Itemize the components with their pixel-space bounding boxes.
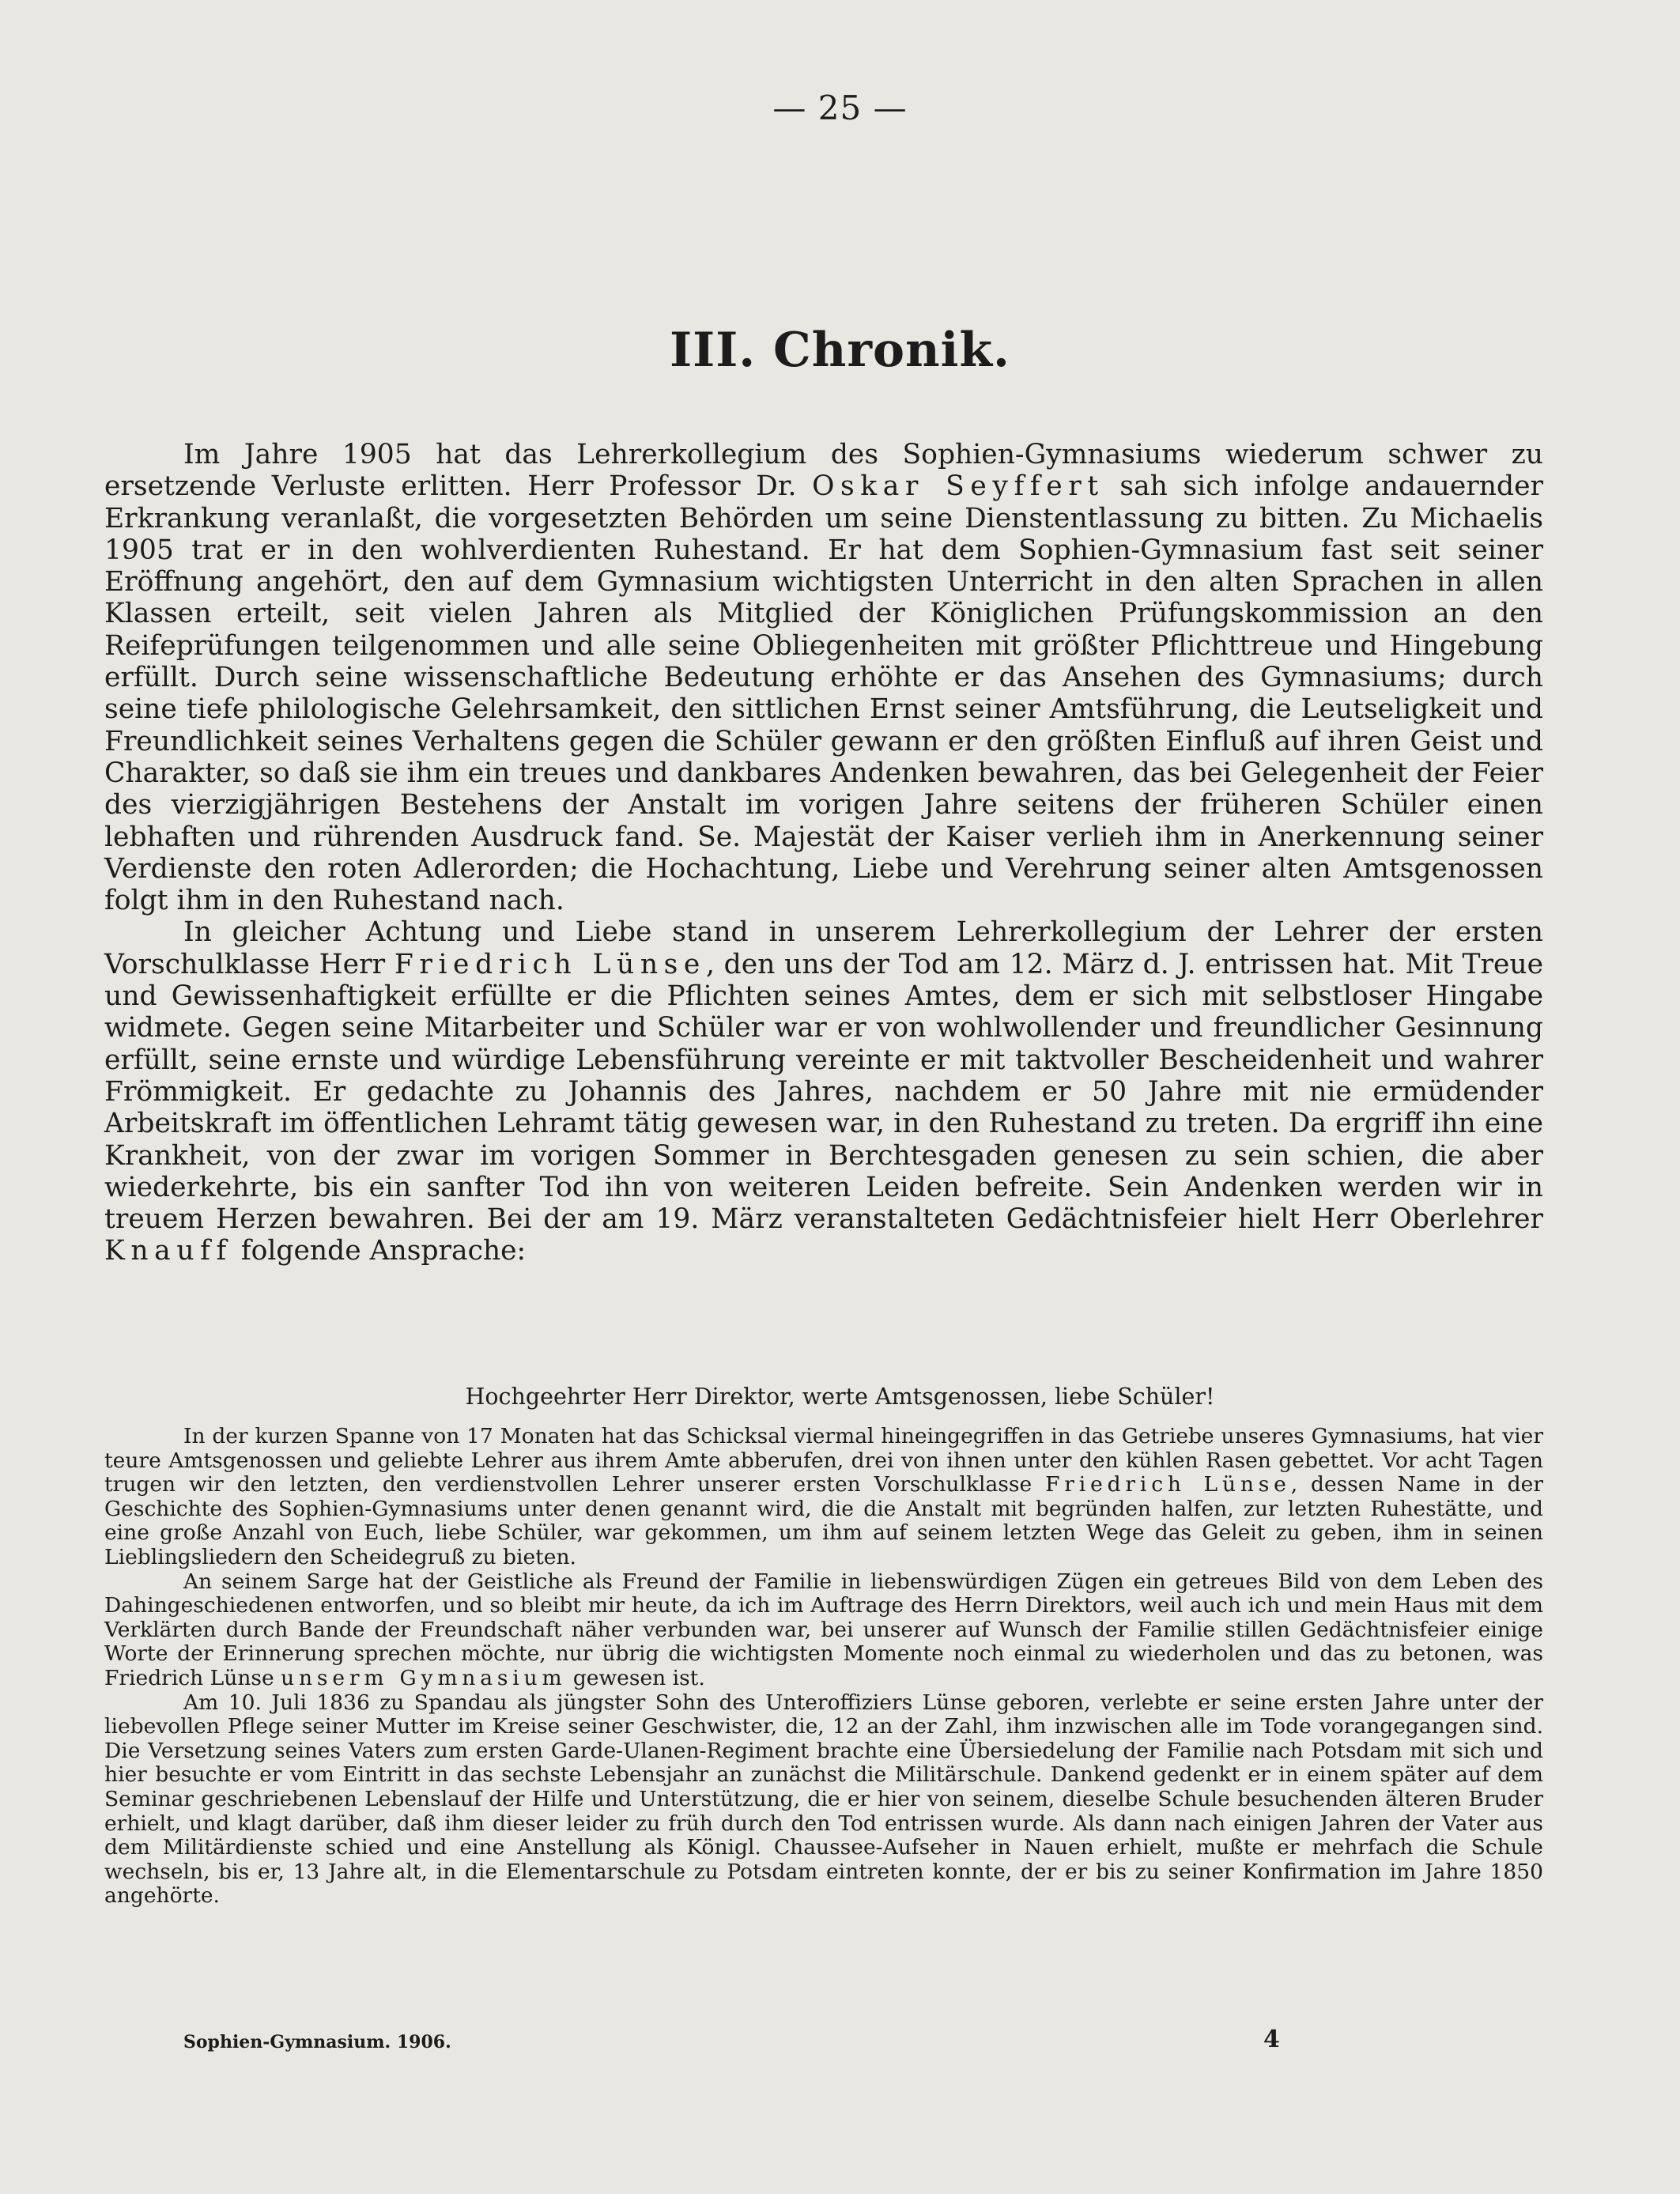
person-name: Oskar Seyffert xyxy=(812,470,1104,503)
paragraph-text: gewesen ist. xyxy=(566,1665,705,1690)
paragraph-text: An seinem Sarge hat der Geistliche als Freund der Familie in liebenswürdigen Zügen ein getreues Bild von dem Leben des Dahingeschiedenen entworfen, und so bleibt mir heute, da ich im Auftrage des Herrn Direktors, weil auch ich und mein Haus mit dem Verklärten durch Bande der Freundschaft näher verbunden war, bei unserer auf Wunsch der Familie stillen Gedächtnisfeier einige Worte der Erinnerung sprechen möchte, nur übrig die wichtigsten Momente noch einmal zu wiederholen und das zu betonen, was Friedrich Lünse xyxy=(104,1569,1543,1690)
paragraph-text: In der kurzen Spanne von 17 Monaten hat das Schicksal viermal hineingegriffen in das Getriebe unseres Gymnasiums, hat vier teure Amtsgenossen und geliebte Lehrer aus ihrem Amte abberufen, drei von ihnen unter den kühlen Rasen gebettet. Vor acht Tagen trugen wir den letzten, den verdienstvollen Lehrer unserer ersten Vorschulklasse xyxy=(104,1424,1543,1497)
paragraph-seyffert xyxy=(104,439,1543,916)
paragraph-text: sah sich infolge andauernder Erkrankung veranlaßt, die vorgesetzten Behörden um seine Dienstentlassung zu bitten. Zu Michaelis 1905 trat er in den wohlverdienten Ruhestand. Er hat dem Sophien-Gymnasium fast seit seiner Eröffnung angehört, den auf dem Gymnasium wichtigsten Unterricht in den alten Sprachen in allen Klassen erteilt, seit vielen Jahren als Mitglied der Königlichen Prüfungskommission an den Reifeprüfungen teilgenommen und alle seine Obliegenheiten mit größter Pflichttreue und Hingebung erfüllt. Durch seine wissenschaftliche Bedeutung erhöhte er das Ansehen des Gymnasiums; durch seine tiefe philologische Gelehrsamkeit, den sittlichen Ernst seiner Amtsführung, die Leutseligkeit und Freundlichkeit seines Verhaltens gegen die Schüler gewann er den größten Einfluß auf ihren Geist und Charakter, so daß sie ihm ein treues und dankbares Andenken bewahren, das bei Gelegenheit der Feier des vierzigjährigen Bestehens der Anstalt im vorigen Jahre seitens der früheren Schüler einen lebhaften und rührenden Ausdruck fand. Se. Majestät der Kaiser verlieh ihm in Anerkennung seiner Verdienste den roten Adlerorden; die Hochachtung, Liebe und Verehrung seiner alten Amtsgenossen folgt ihm in den Ruhestand nach. xyxy=(104,470,1543,917)
paragraph-text: folgende Ansprache: xyxy=(232,1235,527,1267)
speech-salutation: Hochgeehrter Herr Direktor, werte Amtsgenossen, liebe Schüler! xyxy=(465,1384,1215,1410)
speech-paragraph xyxy=(104,1570,1543,1691)
paragraph-text: In gleicher Achtung und Liebe stand in unserem Lehrerkollegium der Lehrer der ersten Vorschulklasse Herr xyxy=(104,916,1543,980)
section-title: III. Chronik. xyxy=(670,323,1010,378)
person-name: Friedrich Lünse xyxy=(394,948,706,980)
person-name: Knauff xyxy=(104,1235,232,1267)
paragraph-luense xyxy=(104,916,1543,1267)
paragraph-text: , den uns der Tod am 12. März d. J. entrissen hat. Mit Treue und Gewissenhaftigkeit erfüllte er die Pflichten seines Amtes, dem er sich mit selbstloser Hingabe widmete. Gegen seine Mitarbeiter und Schüler war er von wohlwollender und freundlicher Gesinnung erfüllt, seine ernste und würdige Lebensführung vereinte er mit taktvoller Bescheidenheit und wahrer Frömmigkeit. Er gedachte zu Johannis des Jahres, nachdem er 50 Jahre mit nie ermüdender Arbeitskraft im öffentlichen Lehramt tätig gewesen war, in den Ruhestand zu treten. Da ergriff ihn eine Krankheit, von der zwar im vorigen Sommer in Berchtesgaden genesen zu sein schien, die aber wiederkehrte, bis ein sanfter Tod ihn von weiteren Leiden befreite. Sein Andenken werden wir in treuem Herzen bewahren. Bei der am 19. März veranstalteten Gedächtnisfeier hielt Herr Oberlehrer xyxy=(104,948,1543,1236)
speech-text xyxy=(104,1425,1543,1909)
speech-paragraph: Am 10. Juli 1836 zu Spandau als jüngster Sohn des Unteroffiziers Lünse geboren, verlebte er seine ersten Jahre unter der liebevollen Pflege seiner Mutter im Kreise seiner Geschwister, die, 12 an der Zahl, ihm inzwischen alle im Tode vorangegangen sind. Die Versetzung seines Vaters zum ersten Garde-Ulanen-Regiment brachte eine Übersiedelung der Familie nach Potsdam mit sich und hier besuchte er vom Eintritt in das sechste Lebensjahr an zunächst die Militärschule. Dankend gedenkt er in einem später auf dem Seminar geschriebenen Lebenslauf der Hilfe und Unterstützung, die er hier von seinem, dieselbe Schule besuchenden älteren Bruder erhielt, und klagt darüber, daß ihm dieser leider zu früh durch den Tod entrissen wurde. Als dann nach einigen Jahren der Vater aus dem Militärdienste schied und eine Anstellung als Königl. Chaussee-Aufseher in Nauen erhielt, mußte er mehrfach die Schule wechseln, bis er, 13 Jahre alt, in die Elementarschule zu Potsdam eintreten konnte, der er bis zu seiner Konfirmation im Jahre 1850 angehörte. xyxy=(104,1690,1543,1909)
footer-sheet-number: 4 xyxy=(1263,2026,1280,2053)
paragraph-text: , dessen Name in der Geschichte des Sophien-Gymnasiums unter denen genannt wird, die die Anstalt mit begründen halfen, zur letzten Ruhestätte, und eine große Anzahl von Euch, liebe Schüler, war gekommen, um ihm auf seinem letzten Wege das Geleit zu geben, ihm in seinen Lieblingsliedern den Scheidegruß zu bieten. xyxy=(104,1472,1543,1569)
page-number: — 25 — xyxy=(772,89,908,127)
emphasis-text: unserm Gymnasium xyxy=(281,1665,567,1690)
speech-paragraph xyxy=(104,1425,1543,1570)
paragraph-text: Im Jahre 1905 hat das Lehrerkollegium des Sophien-Gymnasiums wiederum schwer zu ersetzende Verluste erlitten. Herr Professor Dr. xyxy=(104,439,1543,503)
person-name: Friedrich Lünse xyxy=(1045,1472,1291,1497)
footer-signature: Sophien-Gymnasium. 1906. xyxy=(183,2032,451,2052)
main-text xyxy=(104,439,1543,1267)
